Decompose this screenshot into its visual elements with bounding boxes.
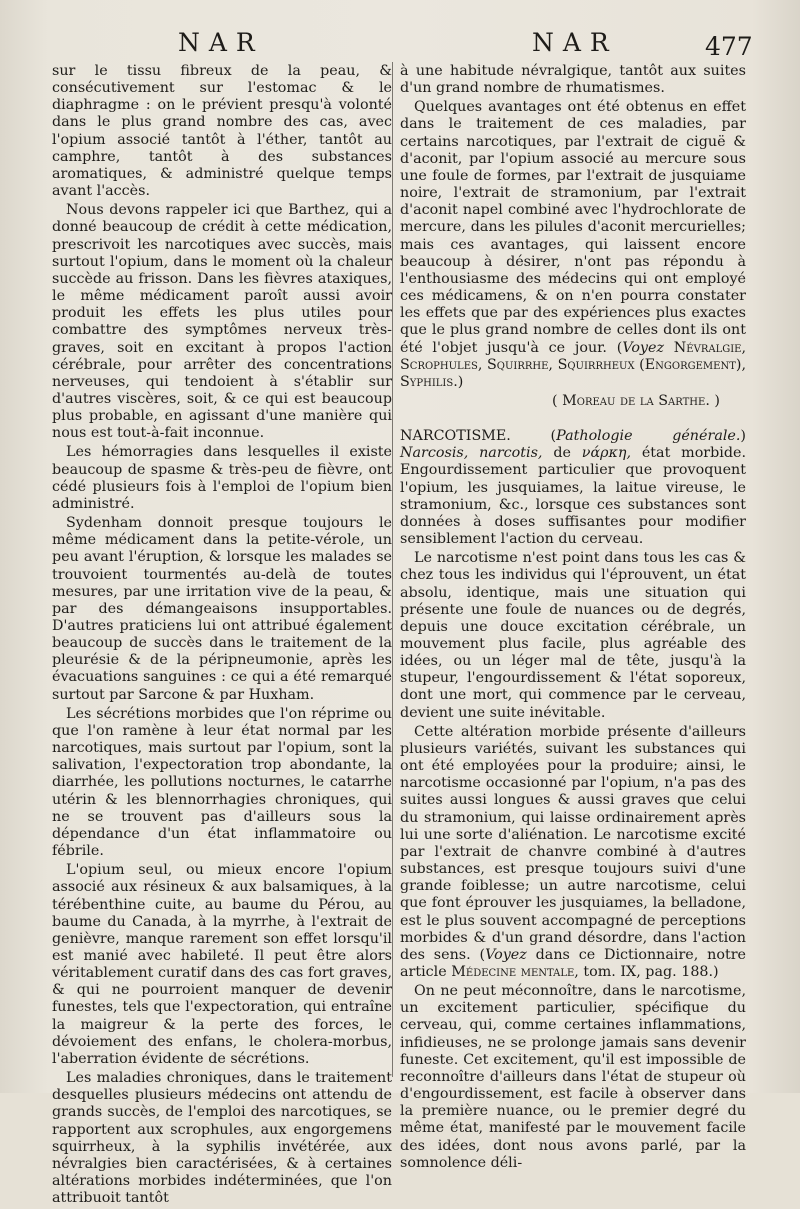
column-divider xyxy=(392,62,393,1077)
paragraph: sur le tissu fibreux de la peau, & consécutivement sur l'estomac & le diaphragme : on le prévient presqu'à volonté dans le plus grand nombre des cas, avec l'opium associé tantôt à l'éther, tantôt au camphre, tantôt à des substances aromatiques, & administré quelque temps avant l'accès. xyxy=(52,63,392,200)
header-left-word: NAR xyxy=(178,28,264,57)
entry-greek: νάρκη, xyxy=(581,445,632,462)
see-also-label: Voyez xyxy=(622,339,665,356)
right-column xyxy=(400,63,746,1174)
entry-headword: NARCOTISME. xyxy=(400,428,511,445)
header-right-word: NAR xyxy=(532,28,618,57)
cross-references: Névralgie, Scrophules, Squirrhe, Squirrheux (Engorgement), Syphilis.) xyxy=(400,339,747,390)
entry-definition: état morbide. Engourdissement particulier que provoquent l'opium, les jusquiames, la laitue vireuse, le stramonium, &c., lorsque ces substances sont données à doses suffisantes pour modifier sensiblement l'action du cerveau. xyxy=(400,445,747,548)
entry-etymology: Narcosis, narcotis, xyxy=(400,445,543,462)
page-number: 477 xyxy=(705,32,753,61)
paragraph: Nous devons rappeler ici que Barthez, qui a donné beaucoup de crédit à cette médication, prescrivoit les narcotiques avec succès, mais surtout l'opium, dans le moment où la chaleur succède au frisson. Dans les fièvres ataxiques, le même médicament paroît aussi avoir produit les effets les plus utiles pour combattre des symptômes nerveux très-graves, soit en excitant à propos l'action cérébrale, pour arrêter des concentrations nerveuses, qui tendoient à s'établir sur d'autres viscères, soit, & ce qui est beaucoup plus probable, en agissant d'une manière qui nous est tout-à-fait inconnue. xyxy=(52,202,392,442)
entry-category: Pathologie générale. xyxy=(556,428,741,445)
paragraph-text: Quelques avantages ont été obtenus en effet dans le traitement de ces maladies, par certains narcotiques, par l'extrait de ciguë & d'aconit, par l'opium associé au mercure sous une foule de formes, par l'extrait de jusquiame noire, l'extrait de stramonium, par l'extrait d'aconit napel combiné avec l'hydrochlorate de mercure, dans les pilules d'aconit mercurielles; mais ces avantages, qui laissent encore beaucoup à désirer, n'ont pas répondu à l'enthousiasme des médecins qui ont employé ces médicamens, & on n'en pourra constater les effets que par des expériences plus exactes que le plus grand nombre de celles dont ils ont été l'objet jusqu'à ce jour. ( xyxy=(400,99,746,356)
paragraph: Cette altération morbide présente d'ailleurs plusieurs variétés, suivant les substances qui ont été employées pour la produire; ainsi, le narcotisme occasionné par l'opium, n'a pas des suites aussi longues & aussi graves que celui du stramonium, qui laisse ordinairement après lui une sorte d'aliénation. Le narcotisme excité par l'extrait de chanvre combiné à d'autres substances, est presque toujours suivi d'une grande foiblesse; un autre narcotisme, celui que font éprouver les jusquiames, la belladone, est le plus souvent accompagné de perceptions morbides & d'un grand désordre, dans l'action des sens. (Voyez dans ce Dictionnaire, notre article Médecine mentale, tom. IX, pag. 188.) xyxy=(400,723,747,980)
paragraph: Les hémorragies dans lesquelles il existe beaucoup de spasme & très-peu de fièvre, ont cédé plusieurs fois à l'emploi de l'opium bien administré. xyxy=(52,444,392,512)
paragraph: Les sécrétions morbides que l'on réprime ou que l'on ramène à leur état normal par les narcotiques, mais surtout par l'opium, sont la salivation, l'expectoration trop abondante, la diarrhée, les pollutions nocturnes, le catarrhe utérin & les blennorrhagies chroniques, qui ne se trouvent pas d'ailleurs sous la dépendance d'un état inflammatoire ou fébrile. xyxy=(52,705,392,860)
paragraph: Sydenham donnoit presque toujours le même médicament dans la petite-vérole, un peu avant l'éruption, & lorsque les malades se trouvoient tourmentés au-delà de toutes mesures, par une irritation vive de la peau, & par des démangeaisons insupportables. D'autres praticiens lui ont attribué également beaucoup de succès dans le traitement de la pleurésie & de la péripneumonie, après les évacuations sanguines : ce qui a été remarqué surtout par Sarcone & par Huxham. xyxy=(52,515,392,703)
cross-reference: Médecine mentale, xyxy=(451,963,579,980)
author-signature: ( Moreau de la Sarthe. ) xyxy=(552,392,720,409)
paragraph: L'opium seul, ou mieux encore l'opium associé aux résineux & aux balsamiques, à la térébenthine cuite, au baume du Pérou, au baume du Canada, à la myrrhe, à l'extrait de genièvre, manque rarement son effet lorsqu'il est manié avec habileté. Il peut être alors véritablement curatif dans des cas fort graves, & qui ne pourroient manquer de devenir funestes, tels que l'expectoration, qui entraîne la maigreur & la perte des forces, le dévoiement des enfans, le cholera-morbus, l'aberration évidente de sécrétions. xyxy=(52,862,392,1067)
paragraph xyxy=(400,99,746,391)
paragraph: à une habitude névralgique, tantôt aux suites d'un grand nombre de rhumatismes. xyxy=(400,63,746,97)
paragraph: Les maladies chroniques, dans le traitement desquelles plusieurs médecins ont attendu de grands succès, de l'emploi des narcotiques, se rapportent aux scrophules, aux engorgemens squirrheux, à la syphilis invétérée, aux névralgies bien caractérisées, & à certaines altérations morbides indéterminées, que l'on attribuoit tantôt xyxy=(52,1070,392,1207)
running-header xyxy=(0,24,800,60)
dictionary-entry: NARCOTISME. (Pathologie générale.) Narcosis, narcotis, de νάρκη, état morbide. Engourdissement particulier que provoquent l'opium, les jusquiames, la laitue vireuse, le stramonium, &c., lorsque ces substances sont données à doses suffisantes pour modifier sensiblement l'action du cerveau. xyxy=(400,428,747,548)
paragraph: Le narcotisme n'est point dans tous les cas & chez tous les individus qui l'éprouvent, un état absolu, identique, mais une situation qui présente une foule de nuances ou de degrés, depuis une douce excitation cérébrale, un mouvement plus facile, plus agréable des idées, ou un léger mal de tête, jusqu'à la stupeur, l'engourdissement & l'état soporeux, dont une mort, qui commence par le cerveau, devient une suite inévitable. xyxy=(400,550,746,721)
paragraph: On ne peut méconnoître, dans le narcotisme, un excitement particulier, spécifique du cerveau, qui, comme certaines inflammations, infidieuses, ne se prolonge jamais sans devenir funeste. Cet excitement, qu'il est impossible de reconnoître d'ailleurs dans l'état de stupeur où d'engourdissement, est facile à observer dans la première nuance, ou le premier degré du même état, manifesté par le mouvement facile des idées, dont nous avons parlé, par la somnolence déli- xyxy=(400,983,746,1171)
left-column xyxy=(52,63,392,1209)
